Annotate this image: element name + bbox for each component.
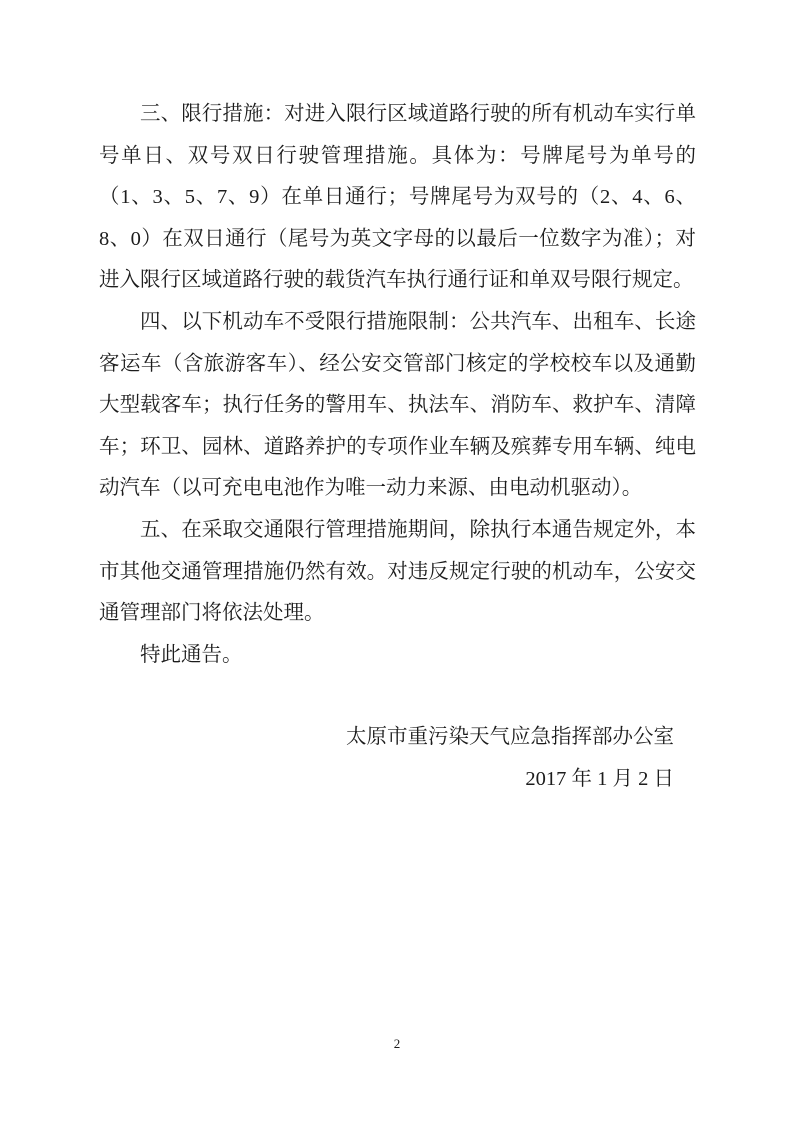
- body-paragraph-closing: 特此通告。: [140, 643, 243, 666]
- body-paragraph-restriction-measures: 三、限行措施：对进入限行区域道路行驶的所有机动车实行单号单日、双号双日行驶管理措施。具体为：号牌尾号为单号的（1、3、5、7、9）在单日通行；号牌尾号为双号的（2、4、6、8、0）在双日通行（尾号为英文字母的以最后一位数字为准）；对进入限行区域道路行驶的载货汽车执行通行证和单双号限行规定。: [99, 103, 696, 292]
- page-footer: [0, 1036, 794, 1052]
- body-paragraph-other-measures: 五、在采取交通限行管理措施期间，除执行本通告规定外，本市其他交通管理措施仍然有效。对违反规定行驶的机动车，公安交通管理部门将依法处理。: [99, 518, 696, 625]
- signature-block: [99, 717, 696, 800]
- page-number: 2: [393, 1036, 401, 1051]
- document-body: [99, 94, 696, 801]
- signature-date: 2017 年 1 月 2 日: [525, 767, 674, 790]
- signature-organization: 太原市重污染天气应急指挥部办公室: [346, 726, 674, 749]
- body-paragraph-exempt-vehicles: 四、以下机动车不受限行措施限制：公共汽车、出租车、长途客运车（含旅游客车）、经公安交管部门核定的学校校车以及通勤大型载客车；执行任务的警用车、执法车、消防车、救护车、清障车；环卫、园林、道路养护的专项作业车辆及殡葬专用车辆、纯电动汽车（以可充电电池作为唯一动力来源、由电动机驱动）。: [99, 310, 696, 500]
